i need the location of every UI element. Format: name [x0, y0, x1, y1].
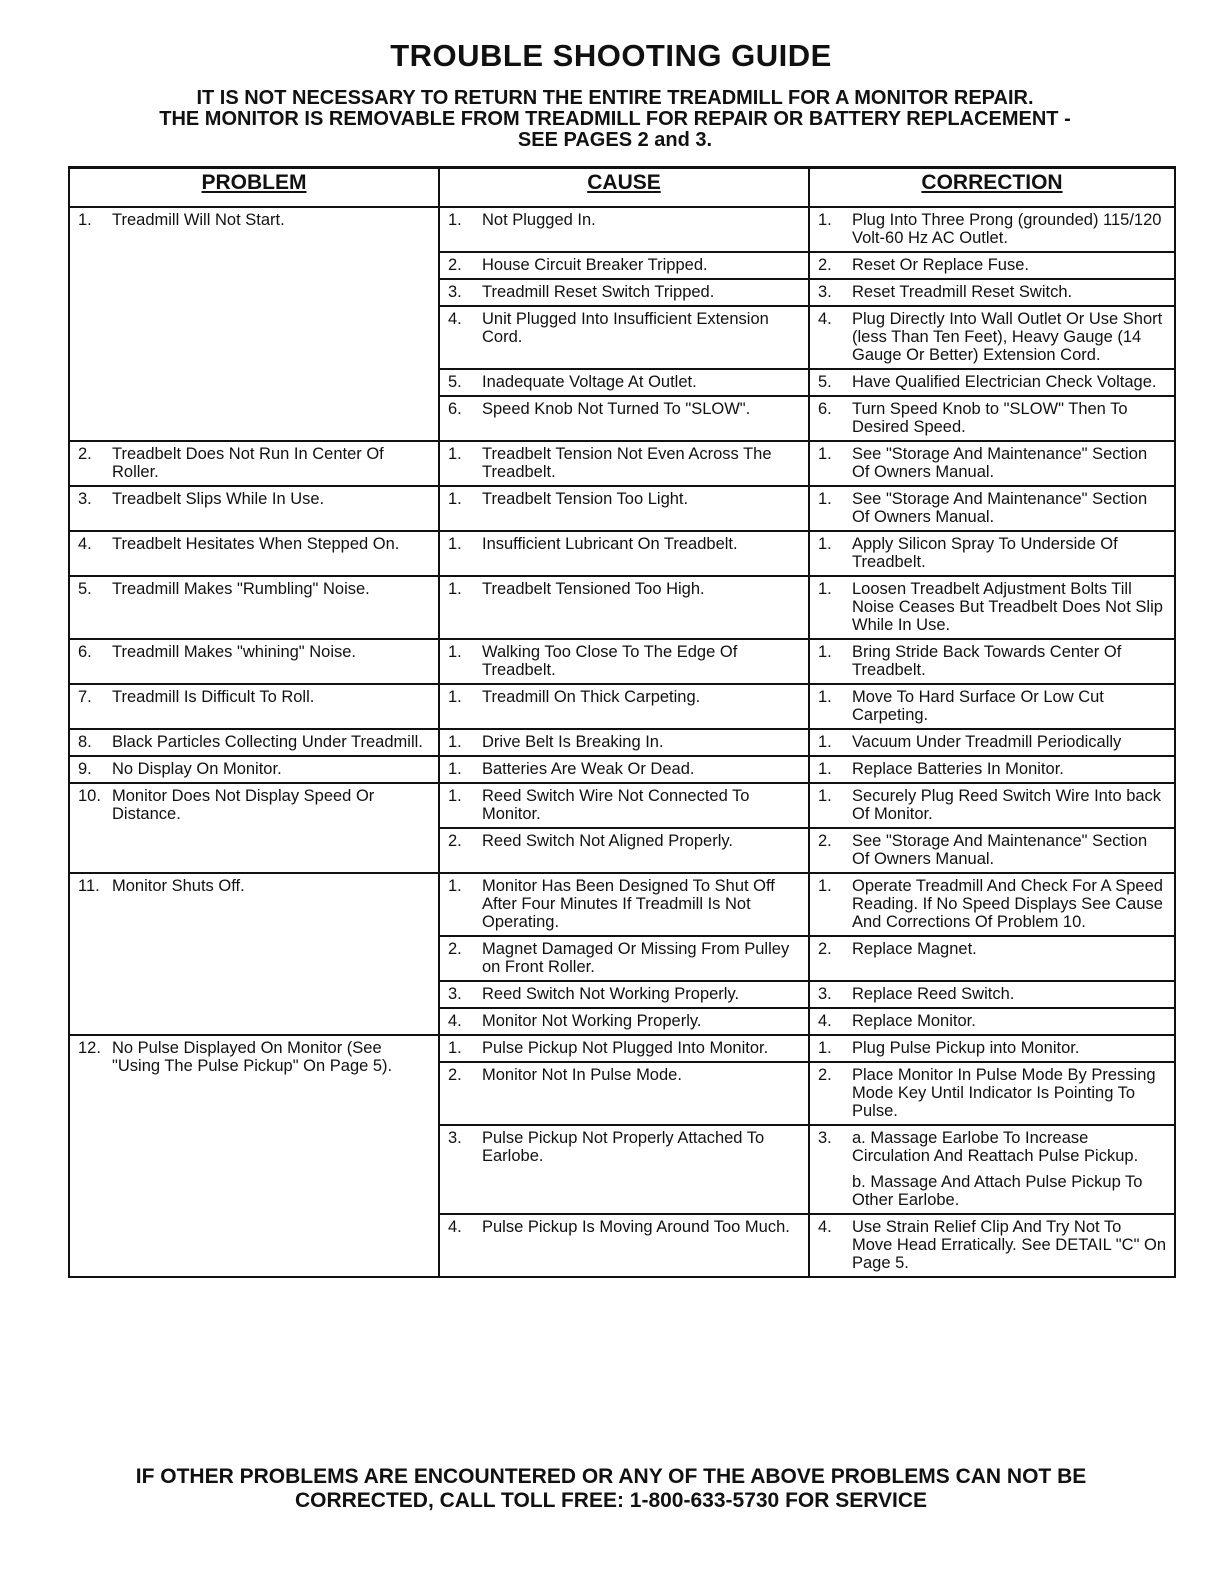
correction-number: 5. — [818, 373, 832, 391]
correction — [818, 373, 1166, 391]
table-row — [69, 639, 1175, 684]
correction — [818, 535, 1166, 571]
cause — [448, 877, 800, 931]
correction-cell — [809, 306, 1175, 369]
problem-cell — [69, 486, 439, 531]
cause — [448, 760, 800, 778]
cause-cell — [439, 1214, 809, 1277]
problem-cell — [69, 729, 439, 756]
correction-cell — [809, 252, 1175, 279]
cause-cell — [439, 306, 809, 369]
correction-number: 1. — [818, 688, 832, 706]
cause-number: 1. — [448, 445, 462, 463]
correction-text: Vacuum Under Treadmill Periodically — [852, 733, 1122, 751]
correction-text: Use Strain Relief Clip And Try Not To Move Head Erratically. See DETAIL "C" On Page 5. — [852, 1218, 1167, 1272]
problem-cell — [69, 783, 439, 873]
correction-number: 1. — [818, 787, 832, 805]
problem-text: Black Particles Collecting Under Treadmill. — [112, 733, 423, 751]
table-row — [69, 207, 1175, 252]
cause-text: Walking Too Close To The Edge Of Treadbelt. — [482, 643, 738, 679]
correction-cell — [809, 441, 1175, 486]
correction-number: 3. — [818, 985, 832, 1003]
footer-line: IF OTHER PROBLEMS ARE ENCOUNTERED OR ANY OF THE ABOVE PROBLEMS CAN NOT BE — [135, 1465, 1087, 1488]
cause-cell — [439, 1035, 809, 1062]
correction-cell — [809, 279, 1175, 306]
table-row — [69, 1035, 1175, 1062]
correction-text: Plug Directly Into Wall Outlet Or Use Short (less Than Ten Feet), Heavy Gauge (14 Gauge Or Better) Extension Cord. — [852, 310, 1163, 364]
correction-number: 1. — [818, 535, 832, 553]
problem-number: 2. — [78, 445, 92, 463]
correction-cell — [809, 936, 1175, 981]
correction-text: Bring Stride Back Towards Center Of Treadbelt. — [852, 643, 1122, 679]
cause-number: 3. — [448, 985, 462, 1003]
correction-text: Plug Into Three Prong (grounded) 115/120 Volt-60 Hz AC Outlet. — [852, 211, 1162, 247]
cause — [448, 940, 800, 976]
correction-cell — [809, 1008, 1175, 1035]
correction-cell — [809, 1125, 1175, 1214]
cause-text: Monitor Has Been Designed To Shut Off After Four Minutes If Treadmill Is Not Operating. — [482, 877, 775, 931]
correction — [818, 1066, 1166, 1120]
problem — [78, 211, 430, 229]
problem-text: Treadmill Will Not Start. — [112, 211, 285, 229]
correction-cell — [809, 1035, 1175, 1062]
subtitle-line: IT IS NOT NECESSARY TO RETURN THE ENTIRE TREADMILL FOR A MONITOR REPAIR. — [196, 87, 1034, 109]
cause — [448, 1218, 800, 1236]
subtitle-line: THE MONITOR IS REMOVABLE FROM TREADMILL FOR REPAIR OR BATTERY REPLACEMENT - — [159, 108, 1071, 130]
cause-number: 1. — [448, 760, 462, 778]
cause-text: Treadbelt Tension Not Even Across The Treadbelt. — [482, 445, 772, 481]
correction — [818, 877, 1166, 931]
cause-cell — [439, 531, 809, 576]
cause — [448, 1066, 800, 1084]
cause-number: 3. — [448, 1129, 462, 1147]
correction-text-group — [852, 1129, 1166, 1209]
cause-text: Treadmill On Thick Carpeting. — [482, 688, 701, 706]
correction — [818, 400, 1166, 436]
correction-number: 2. — [818, 940, 832, 958]
problem-text: Treadmill Makes "Rumbling" Noise. — [112, 580, 370, 598]
cause-text: Magnet Damaged Or Missing From Pulley on Front Roller. — [482, 940, 790, 976]
header-cause: CAUSE — [439, 168, 809, 208]
correction — [818, 760, 1166, 778]
problem-cell — [69, 756, 439, 783]
correction-number: 1. — [818, 877, 832, 895]
cause-number: 3. — [448, 283, 462, 301]
correction-cell — [809, 396, 1175, 441]
problem — [78, 490, 430, 508]
correction-alt-text: b. Massage And Attach Pulse Pickup To Other Earlobe. — [852, 1173, 1143, 1209]
correction-text: Replace Reed Switch. — [852, 985, 1015, 1003]
cause-cell — [439, 1008, 809, 1035]
problem-number: 8. — [78, 733, 92, 751]
cause-text: Pulse Pickup Is Moving Around Too Much. — [482, 1218, 790, 1236]
correction-cell — [809, 981, 1175, 1008]
correction-number: 2. — [818, 256, 832, 274]
correction — [818, 688, 1166, 724]
cause-number: 4. — [448, 1012, 462, 1030]
cause — [448, 688, 800, 706]
cause — [448, 1129, 800, 1165]
cause-cell — [439, 1125, 809, 1214]
correction-text: Apply Silicon Spray To Underside Of Treadbelt. — [852, 535, 1118, 571]
problem-cell — [69, 531, 439, 576]
correction-number: 1. — [818, 445, 832, 463]
header-problem: PROBLEM — [69, 168, 439, 208]
cause — [448, 1012, 800, 1030]
troubleshooting-table — [68, 166, 1176, 1278]
correction — [818, 985, 1166, 1003]
problem-cell — [69, 576, 439, 639]
cause-cell — [439, 729, 809, 756]
correction-cell — [809, 486, 1175, 531]
cause-number: 1. — [448, 1039, 462, 1057]
correction — [818, 733, 1166, 751]
correction — [818, 940, 1166, 958]
correction-number: 6. — [818, 400, 832, 418]
correction — [818, 310, 1166, 364]
cause — [448, 310, 800, 346]
correction-number: 4. — [818, 1218, 832, 1236]
cause-cell — [439, 936, 809, 981]
correction — [818, 490, 1166, 526]
correction — [818, 445, 1166, 481]
problem-text: Treadbelt Does Not Run In Center Of Roller. — [112, 445, 384, 481]
table-row — [69, 684, 1175, 729]
correction-number: 3. — [818, 283, 832, 301]
table-row — [69, 486, 1175, 531]
table-row — [69, 441, 1175, 486]
cause-text: Insufficient Lubricant On Treadbelt. — [482, 535, 738, 553]
correction-text: Replace Monitor. — [852, 1012, 976, 1030]
cause-cell — [439, 252, 809, 279]
cause — [448, 643, 800, 679]
cause-text: Treadmill Reset Switch Tripped. — [482, 283, 715, 301]
problem-cell — [69, 684, 439, 729]
correction — [818, 832, 1166, 868]
correction — [818, 787, 1166, 823]
cause-text: Batteries Are Weak Or Dead. — [482, 760, 695, 778]
correction-text: Reset Treadmill Reset Switch. — [852, 283, 1073, 301]
cause-text: House Circuit Breaker Tripped. — [482, 256, 708, 274]
correction — [818, 643, 1166, 679]
correction-number: 1. — [818, 760, 832, 778]
table-row — [69, 531, 1175, 576]
correction-number: 4. — [818, 1012, 832, 1030]
cause-text: Unit Plugged Into Insufficient Extension Cord. — [482, 310, 769, 346]
cause — [448, 373, 800, 391]
cause-text: Treadbelt Tensioned Too High. — [482, 580, 705, 598]
cause-cell — [439, 396, 809, 441]
cause — [448, 400, 800, 418]
cause-number: 6. — [448, 400, 462, 418]
cause-number: 1. — [448, 877, 462, 895]
problem — [78, 445, 430, 481]
problem-text: Monitor Does Not Display Speed Or Distance. — [112, 787, 375, 823]
correction — [818, 580, 1166, 634]
cause-number: 2. — [448, 1066, 462, 1084]
correction-cell — [809, 639, 1175, 684]
correction-number: 1. — [818, 580, 832, 598]
problem-cell — [69, 873, 439, 1035]
table-row — [69, 576, 1175, 639]
problem-text: Treadbelt Slips While In Use. — [112, 490, 325, 508]
correction-number: 1. — [818, 1039, 832, 1057]
problem-cell — [69, 207, 439, 441]
cause-cell — [439, 873, 809, 936]
table-row — [69, 783, 1175, 828]
correction — [818, 1012, 1166, 1030]
cause-cell — [439, 684, 809, 729]
correction-text: a. Massage Earlobe To Increase Circulation And Reattach Pulse Pickup. — [852, 1129, 1139, 1165]
cause — [448, 256, 800, 274]
problem — [78, 733, 430, 751]
correction — [818, 1039, 1166, 1057]
correction-text: Have Qualified Electrician Check Voltage. — [852, 373, 1157, 391]
correction-text: Operate Treadmill And Check For A Speed Reading. If No Speed Displays See Cause And Corrections Of Problem 10. — [852, 877, 1163, 931]
footer-line: CORRECTED, CALL TOLL FREE: 1-800-633-5730 FOR SERVICE — [294, 1489, 928, 1512]
cause-text: Treadbelt Tension Too Light. — [482, 490, 689, 508]
problem — [78, 535, 430, 553]
correction-cell — [809, 873, 1175, 936]
correction-text: Move To Hard Surface Or Low Cut Carpeting. — [852, 688, 1104, 724]
cause-cell — [439, 1062, 809, 1125]
cause-cell — [439, 981, 809, 1008]
cause-number: 1. — [448, 688, 462, 706]
correction-number: 3. — [818, 1129, 832, 1147]
table-row — [69, 756, 1175, 783]
cause — [448, 985, 800, 1003]
table-row — [69, 729, 1175, 756]
subtitle — [60, 88, 1170, 151]
correction-cell — [809, 1214, 1175, 1277]
correction — [818, 211, 1166, 247]
correction-number: 1. — [818, 211, 832, 229]
cause-text: Drive Belt Is Breaking In. — [482, 733, 664, 751]
cause-text: Monitor Not In Pulse Mode. — [482, 1066, 682, 1084]
problem-number: 10. — [78, 787, 101, 805]
problem — [78, 760, 430, 778]
cause-number: 4. — [448, 1218, 462, 1236]
cause — [448, 283, 800, 301]
correction-number: 1. — [818, 733, 832, 751]
problem-cell — [69, 1035, 439, 1277]
cause — [448, 733, 800, 751]
correction-text: Place Monitor In Pulse Mode By Pressing Mode Key Until Indicator Is Pointing To Pulse. — [852, 1066, 1156, 1120]
problem-number: 6. — [78, 643, 92, 661]
correction-text: See "Storage And Maintenance" Section Of Owners Manual. — [852, 445, 1148, 481]
cause — [448, 832, 800, 850]
cause-cell — [439, 441, 809, 486]
correction-cell — [809, 1062, 1175, 1125]
cause-number: 2. — [448, 940, 462, 958]
cause-text: Monitor Not Working Properly. — [482, 1012, 702, 1030]
cause-text: Reed Switch Not Working Properly. — [482, 985, 740, 1003]
cause-number: 5. — [448, 373, 462, 391]
table-body — [69, 207, 1175, 1277]
correction-text: Replace Magnet. — [852, 940, 977, 958]
cause — [448, 445, 800, 481]
correction-cell — [809, 531, 1175, 576]
problem — [78, 688, 430, 706]
correction-number: 1. — [818, 490, 832, 508]
cause-text: Reed Switch Not Aligned Properly. — [482, 832, 733, 850]
problem — [78, 877, 430, 895]
correction — [818, 283, 1166, 301]
problem-number: 1. — [78, 211, 92, 229]
problem-text: Treadbelt Hesitates When Stepped On. — [112, 535, 400, 553]
problem-number: 5. — [78, 580, 92, 598]
correction-number: 2. — [818, 1066, 832, 1084]
problem-cell — [69, 639, 439, 684]
correction — [818, 1218, 1166, 1272]
table-row — [69, 873, 1175, 936]
problem — [78, 787, 430, 823]
cause-cell — [439, 639, 809, 684]
header-correction: CORRECTION — [809, 168, 1175, 208]
cause-number: 1. — [448, 787, 462, 805]
cause-cell — [439, 828, 809, 873]
correction-cell — [809, 729, 1175, 756]
cause-number: 1. — [448, 211, 462, 229]
table-header-row — [69, 168, 1175, 208]
problem-number: 9. — [78, 760, 92, 778]
cause-number: 1. — [448, 733, 462, 751]
correction-cell — [809, 369, 1175, 396]
problem — [78, 580, 430, 598]
problem — [78, 1039, 430, 1075]
footer-note — [40, 1465, 1182, 1513]
correction-cell — [809, 783, 1175, 828]
cause-text: Not Plugged In. — [482, 211, 596, 229]
correction-text: See "Storage And Maintenance" Section Of Owners Manual. — [852, 490, 1148, 526]
problem-text: Monitor Shuts Off. — [112, 877, 245, 895]
correction-text: Reset Or Replace Fuse. — [852, 256, 1029, 274]
problem-number: 3. — [78, 490, 92, 508]
cause-text: Inadequate Voltage At Outlet. — [482, 373, 697, 391]
problem-text: No Pulse Displayed On Monitor (See "Using The Pulse Pickup" On Page 5). — [112, 1039, 393, 1075]
correction-number: 1. — [818, 643, 832, 661]
cause — [448, 535, 800, 553]
problem-text: Treadmill Is Difficult To Roll. — [112, 688, 315, 706]
cause-number: 1. — [448, 580, 462, 598]
cause-cell — [439, 486, 809, 531]
cause-number: 1. — [448, 643, 462, 661]
correction-text: Turn Speed Knob to "SLOW" Then To Desired Speed. — [852, 400, 1128, 436]
cause-text: Reed Switch Wire Not Connected To Monitor. — [482, 787, 750, 823]
problem — [78, 643, 430, 661]
cause-text: Pulse Pickup Not Plugged Into Monitor. — [482, 1039, 769, 1057]
correction — [818, 1129, 1166, 1209]
correction-cell — [809, 828, 1175, 873]
problem-number: 11. — [78, 877, 100, 895]
cause — [448, 211, 800, 229]
problem-cell — [69, 441, 439, 486]
correction-cell — [809, 207, 1175, 252]
correction-text: Securely Plug Reed Switch Wire Into back Of Monitor. — [852, 787, 1162, 823]
cause-text: Pulse Pickup Not Properly Attached To Earlobe. — [482, 1129, 765, 1165]
correction — [818, 256, 1166, 274]
cause-number: 1. — [448, 490, 462, 508]
correction-number: 4. — [818, 310, 832, 328]
problem-text: Treadmill Makes "whining" Noise. — [112, 643, 357, 661]
correction-cell — [809, 756, 1175, 783]
cause-number: 2. — [448, 256, 462, 274]
cause — [448, 490, 800, 508]
cause-cell — [439, 279, 809, 306]
correction-text: See "Storage And Maintenance" Section Of Owners Manual. — [852, 832, 1148, 868]
correction-cell — [809, 576, 1175, 639]
cause-number: 4. — [448, 310, 462, 328]
cause-cell — [439, 207, 809, 252]
correction-text: Plug Pulse Pickup into Monitor. — [852, 1039, 1080, 1057]
cause-number: 1. — [448, 535, 462, 553]
page-title: TROUBLE SHOOTING GUIDE — [390, 38, 832, 73]
subtitle-line: SEE PAGES 2 and 3. — [517, 129, 713, 151]
cause-cell — [439, 756, 809, 783]
cause-cell — [439, 783, 809, 828]
cause — [448, 787, 800, 823]
correction-text: Replace Batteries In Monitor. — [852, 760, 1064, 778]
cause — [448, 580, 800, 598]
correction-number: 2. — [818, 832, 832, 850]
problem-number: 4. — [78, 535, 92, 553]
problem-number: 7. — [78, 688, 92, 706]
correction-cell — [809, 684, 1175, 729]
correction-text: Loosen Treadbelt Adjustment Bolts Till Noise Ceases But Treadbelt Does Not Slip While In Use. — [852, 580, 1163, 634]
cause-cell — [439, 369, 809, 396]
cause — [448, 1039, 800, 1057]
cause-cell — [439, 576, 809, 639]
problem-number: 12. — [78, 1039, 101, 1057]
cause-number: 2. — [448, 832, 462, 850]
cause-text: Speed Knob Not Turned To "SLOW". — [482, 400, 751, 418]
problem-text: No Display On Monitor. — [112, 760, 282, 778]
